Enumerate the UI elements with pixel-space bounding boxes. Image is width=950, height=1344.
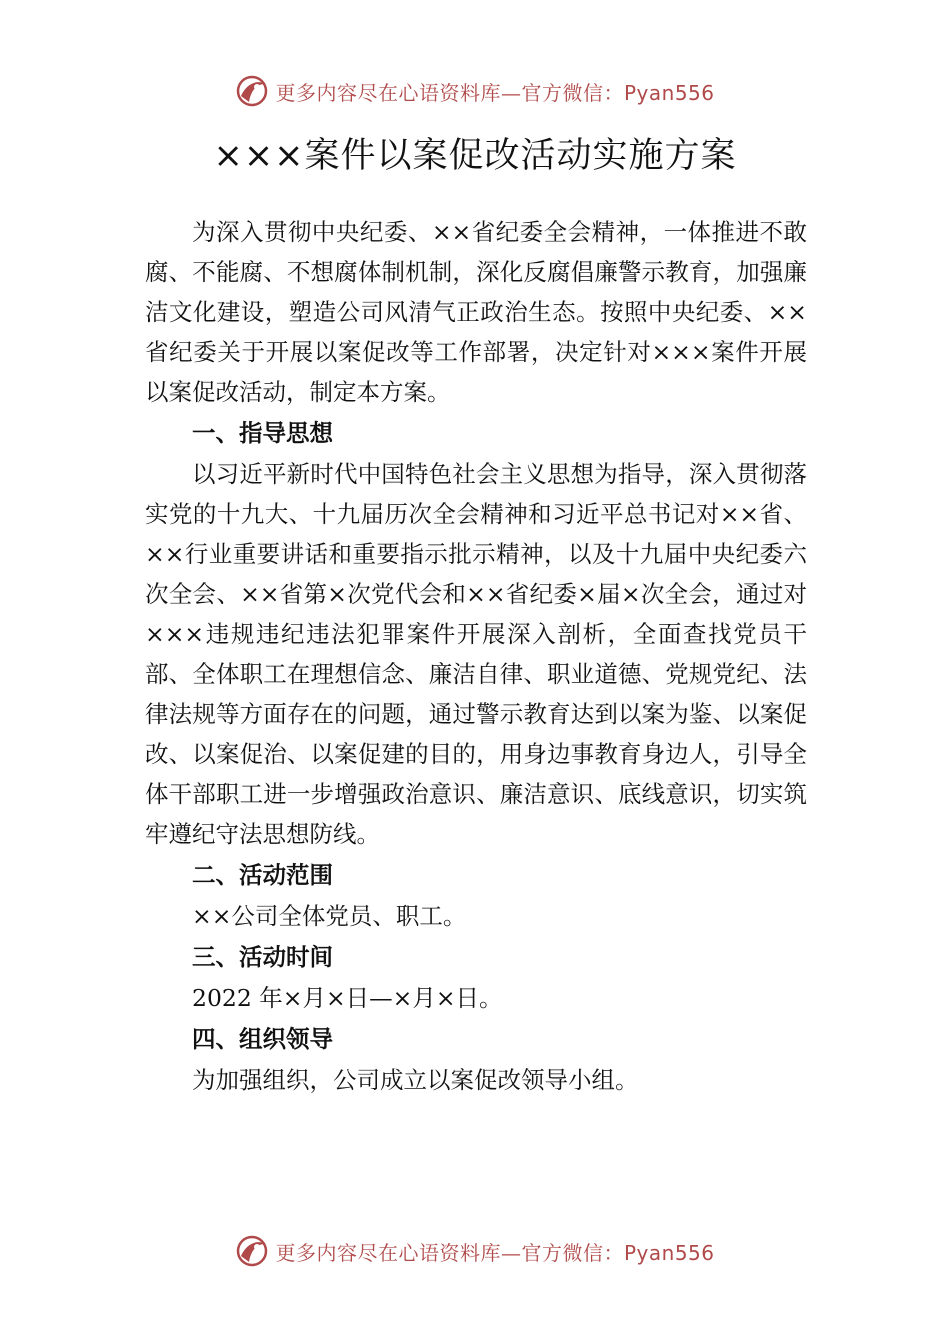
header-watermark	[0, 74, 950, 108]
document-title: ×××案件以案促改活动实施方案	[213, 136, 737, 176]
section-heading: 四、组织领导	[192, 1025, 333, 1053]
section-paragraph: ××公司全体党员、职工。	[192, 902, 467, 930]
logo-icon	[235, 74, 269, 108]
section-paragraph: 2022 年×月×日—×月×日。	[192, 984, 503, 1012]
section-paragraph: 为加强组织，公司成立以案促改领导小组。	[192, 1066, 639, 1094]
watermark-text: 更多内容尽在心语资料库—官方微信：Pyan556	[275, 80, 715, 105]
logo-icon	[235, 1234, 269, 1268]
section-heading: 一、指导思想	[192, 419, 333, 447]
document-body	[145, 212, 807, 1100]
section-paragraph: 以习近平新时代中国特色社会主义思想为指导，深入贯彻落实党的十九大、十九届历次全会精神和习近平总书记对××省、××行业重要讲话和重要指示批示精神，以及十九届中央纪委六次全会、××省第×次党代会和××省纪委×届×次全会，通过对×××违规违纪违法犯罪案件开展深入剖析，全面查找党员干部、全体职工在理想信念、廉洁自律、职业道德、党规党纪、法律法规等方面存在的问题，通过警示教育达到以案为鉴、以案促改、以案促治、以案促建的目的，用身边事教育身边人，引导全体干部职工进一步增强政治意识、廉洁意识、底线意识，切实筑牢遵纪守法思想防线。	[145, 460, 807, 848]
watermark-text: 更多内容尽在心语资料库—官方微信：Pyan556	[275, 1240, 715, 1265]
section-heading: 二、活动范围	[192, 861, 333, 889]
section-heading: 三、活动时间	[192, 943, 333, 971]
footer-watermark	[0, 1234, 950, 1268]
intro-paragraph: 为深入贯彻中央纪委、××省纪委全会精神，一体推进不敢腐、不能腐、不想腐体制机制，深化反腐倡廉警示教育，加强廉洁文化建设，塑造公司风清气正政治生态。按照中央纪委、××省纪委关于开展以案促改等工作部署，决定针对×××案件开展以案促改活动，制定本方案。	[145, 218, 807, 406]
